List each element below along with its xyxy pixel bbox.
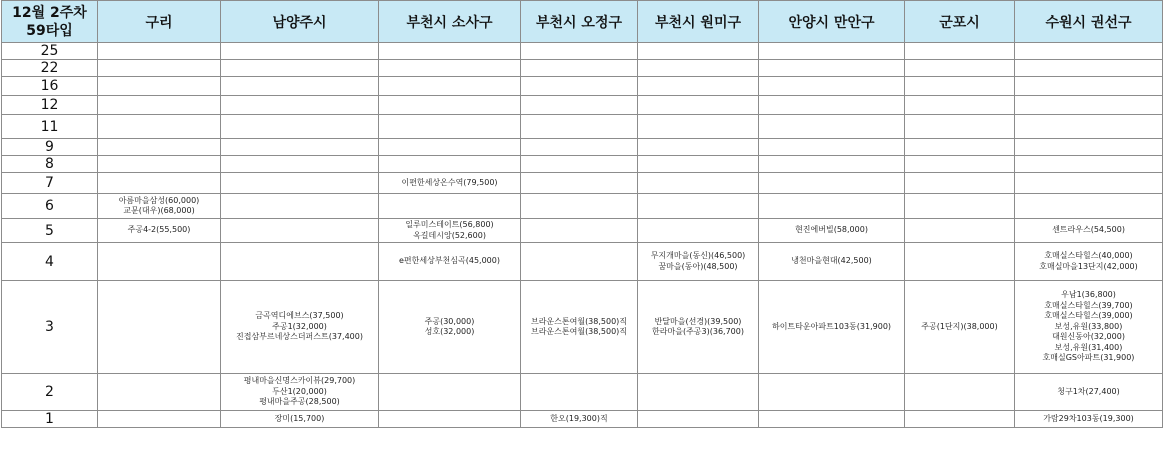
table-cell[interactable] [759,194,905,219]
floor-cell[interactable]: 6 [2,194,98,219]
complex-price: 보성,유원(31,400) [1054,342,1123,352]
table-cell[interactable] [98,115,221,139]
table-cell[interactable] [379,281,521,374]
table-cell[interactable] [905,77,1015,96]
table-row [2,139,1163,156]
complex-price: 아름마을삼성(60,000) [118,195,200,205]
table-cell[interactable] [759,219,905,243]
table-cell[interactable] [379,243,521,281]
table-cell[interactable] [905,219,1015,243]
table-cell[interactable] [638,194,759,219]
table-cell[interactable] [1015,96,1163,115]
floor-cell[interactable]: 7 [2,173,98,194]
table-cell[interactable] [905,96,1015,115]
table-row [2,43,1163,60]
table-cell[interactable] [221,374,379,411]
complex-price: 무지개마을(동신)(46,500) [650,251,746,260]
table-cell[interactable] [638,96,759,115]
table-cell[interactable] [759,243,905,281]
table-cell[interactable] [638,139,759,156]
complex-price: 호매실스타힐스(39,000) [1044,311,1133,321]
table-cell[interactable] [638,243,759,281]
table-cell[interactable] [221,243,379,281]
table-cell[interactable] [98,173,221,194]
column-header: 군포시 [905,1,1015,43]
table-cell[interactable] [1015,411,1163,428]
floor-cell[interactable]: 5 [2,219,98,243]
column-header: 부천시 원미구 [638,1,759,43]
table-cell[interactable] [521,281,638,374]
complex-price: 일루미스테이트(56,800) [405,220,494,229]
complex-price: 반달마을(선경)(39,500) [654,316,742,326]
table-cell[interactable] [521,411,638,428]
column-header: 남양주시 [221,1,379,43]
table-cell[interactable] [638,219,759,243]
table-cell[interactable] [1015,194,1163,219]
table-cell[interactable] [379,77,521,96]
floor-cell[interactable]: 1 [2,411,98,428]
column-header: 수원시 권선구 [1015,1,1163,43]
complex-price: 평내마을주공(28,500) [259,397,340,407]
table-cell[interactable] [98,194,221,219]
complex-price: 대원신동아(32,000) [1052,332,1125,342]
type-label: 59타입 [26,22,73,39]
complex-price: 호매실스타힐스(40,000) [1044,251,1133,260]
complex-price: 꿈마을(동아)(48,500) [658,261,738,271]
table-cell[interactable] [759,115,905,139]
table-cell[interactable] [521,243,638,281]
complex-price: 주공(30,000) [424,316,475,326]
table-cell[interactable] [759,96,905,115]
table-cell[interactable] [759,60,905,77]
table-cell[interactable] [638,43,759,60]
table-cell[interactable] [905,60,1015,77]
table-cell[interactable] [905,156,1015,173]
floor-cell[interactable]: 12 [2,96,98,115]
table-cell[interactable] [221,156,379,173]
table-cell[interactable] [905,243,1015,281]
floor-cell[interactable]: 4 [2,243,98,281]
floor-cell[interactable]: 25 [2,43,98,60]
complex-price: 금곡역디에브스(37,500) [255,311,344,321]
table-cell[interactable] [98,60,221,77]
table-cell[interactable] [759,43,905,60]
week-label: 12월 2주차 [12,4,87,21]
table-row [2,374,1163,411]
complex-price: 호매실마을13단지(42,000) [1039,261,1138,271]
complex-price: 브라운스톤여월(38,500)직 [530,316,628,326]
table-row [2,173,1163,194]
table-cell[interactable] [379,173,521,194]
table-cell[interactable] [379,139,521,156]
table-cell[interactable] [379,96,521,115]
corner-header [2,1,98,43]
table-cell[interactable] [379,219,521,243]
table-cell[interactable] [905,43,1015,60]
price-table [1,0,1163,428]
table-row [2,115,1163,139]
complex-price: 브라운스톤여월(38,500)직 [530,327,628,336]
table-cell[interactable] [98,281,221,374]
table-cell[interactable] [379,115,521,139]
table-cell[interactable] [638,173,759,194]
complex-price: 호매실스타힐스(39,700) [1044,300,1133,310]
table-cell[interactable] [638,77,759,96]
table-cell[interactable] [638,60,759,77]
column-header: 안양시 만안구 [759,1,905,43]
table-cell[interactable] [521,43,638,60]
table-cell[interactable] [379,156,521,173]
table-cell[interactable] [759,156,905,173]
table-cell[interactable] [221,60,379,77]
table-cell[interactable] [905,194,1015,219]
table-cell[interactable] [759,374,905,411]
complex-price: 두산1(20,000) [272,386,327,396]
table-cell[interactable] [221,219,379,243]
table-cell[interactable] [759,173,905,194]
table-cell[interactable] [1015,374,1163,411]
table-cell[interactable] [521,194,638,219]
complex-price: 평내마을신명스카이뷰(29,700) [243,376,356,386]
table-row [2,60,1163,77]
complex-price: 센트라우스(54,500) [1052,225,1125,235]
column-header: 부천시 오정구 [521,1,638,43]
table-cell[interactable] [379,60,521,77]
table-cell[interactable] [98,96,221,115]
complex-price: 옥길데시앙(52,600) [413,230,486,240]
table-cell[interactable] [221,115,379,139]
table-cell[interactable] [1015,281,1163,374]
table-cell[interactable] [98,139,221,156]
table-cell[interactable] [98,43,221,60]
complex-price: 진접삼부르네상스더퍼스트(37,400) [236,332,363,342]
table-cell[interactable] [521,60,638,77]
column-header: 구리 [98,1,221,43]
complex-price: 호매실GS아파트(31,900) [1042,353,1135,363]
table-cell[interactable] [221,411,379,428]
table-cell[interactable] [638,411,759,428]
table-cell[interactable] [521,173,638,194]
complex-price: 냉천마을현대(42,500) [791,256,872,266]
table-cell[interactable] [905,281,1015,374]
table-cell[interactable] [1015,219,1163,243]
table-cell[interactable] [1015,77,1163,96]
table-cell[interactable] [221,281,379,374]
table-cell[interactable] [1015,60,1163,77]
complex-price: 보성,유원(33,800) [1054,321,1123,331]
table-row [2,411,1163,428]
table-cell[interactable] [638,156,759,173]
complex-price: 이편한세상온수역(79,500) [401,177,498,187]
table-row [2,156,1163,173]
table-cell[interactable] [379,194,521,219]
complex-price: e편한세상부천심곡(45,000) [399,256,500,266]
table-cell[interactable] [221,43,379,60]
complex-price: 하이트타운아파트103동(31,900) [771,321,892,331]
complex-price: 주공(1단지)(38,000) [921,321,998,331]
table-cell[interactable] [905,374,1015,411]
table-cell[interactable] [98,77,221,96]
table-cell[interactable] [1015,43,1163,60]
complex-price: 교문(대우)(68,000) [123,206,195,215]
complex-price: 주공1(32,000) [272,321,327,331]
floor-cell[interactable]: 11 [2,115,98,139]
table-cell[interactable] [905,139,1015,156]
table-cell[interactable] [905,411,1015,428]
floor-cell[interactable]: 9 [2,139,98,156]
table-body [2,43,1163,428]
table-cell[interactable] [98,411,221,428]
floor-cell[interactable]: 3 [2,281,98,374]
table-cell[interactable] [638,115,759,139]
table-cell[interactable] [221,96,379,115]
table-cell[interactable] [521,77,638,96]
table-cell[interactable] [221,139,379,156]
table-cell[interactable] [759,77,905,96]
table-cell[interactable] [98,219,221,243]
table-cell[interactable] [221,194,379,219]
table-cell[interactable] [1015,173,1163,194]
table-cell[interactable] [98,156,221,173]
table-cell[interactable] [221,77,379,96]
complex-price: 우남1(36,800) [1061,290,1116,300]
table-cell[interactable] [638,281,759,374]
table-cell[interactable] [521,156,638,173]
table-cell[interactable] [759,281,905,374]
complex-price: 주공4-2(55,500) [127,225,191,235]
complex-price: 한라마을(주공3)(36,700) [652,327,744,336]
complex-price: 성호(32,000) [424,327,475,336]
table-cell[interactable] [1015,115,1163,139]
table-cell[interactable] [521,96,638,115]
floor-cell[interactable]: 2 [2,374,98,411]
table-row [2,96,1163,115]
floor-cell[interactable]: 22 [2,60,98,77]
table-cell[interactable] [1015,139,1163,156]
table-cell[interactable] [1015,156,1163,173]
table-cell[interactable] [98,243,221,281]
header-row [2,1,1163,43]
table-cell[interactable] [638,374,759,411]
table-row [2,194,1163,219]
complex-price: 가람29차103동(19,300) [1043,413,1134,423]
table-row [2,243,1163,281]
table-row [2,219,1163,243]
table-cell[interactable] [521,139,638,156]
complex-price: 장미(15,700) [274,413,325,423]
table-cell[interactable] [1015,243,1163,281]
floor-cell[interactable]: 16 [2,77,98,96]
table-cell[interactable] [379,411,521,428]
complex-price: 청구1차(27,400) [1057,386,1120,396]
table-cell[interactable] [98,374,221,411]
table-cell[interactable] [379,43,521,60]
table-cell[interactable] [521,219,638,243]
table-cell[interactable] [905,115,1015,139]
table-cell[interactable] [759,139,905,156]
floor-cell[interactable]: 8 [2,156,98,173]
table-cell[interactable] [221,173,379,194]
table-cell[interactable] [379,374,521,411]
table-cell[interactable] [521,115,638,139]
table-row [2,281,1163,374]
complex-price: 한오(19,300)직 [550,413,608,423]
table-cell[interactable] [905,173,1015,194]
table-row [2,77,1163,96]
column-header: 부천시 소사구 [379,1,521,43]
table-cell[interactable] [759,411,905,428]
table-cell[interactable] [521,374,638,411]
complex-price: 현진에버빌(58,000) [795,225,868,235]
